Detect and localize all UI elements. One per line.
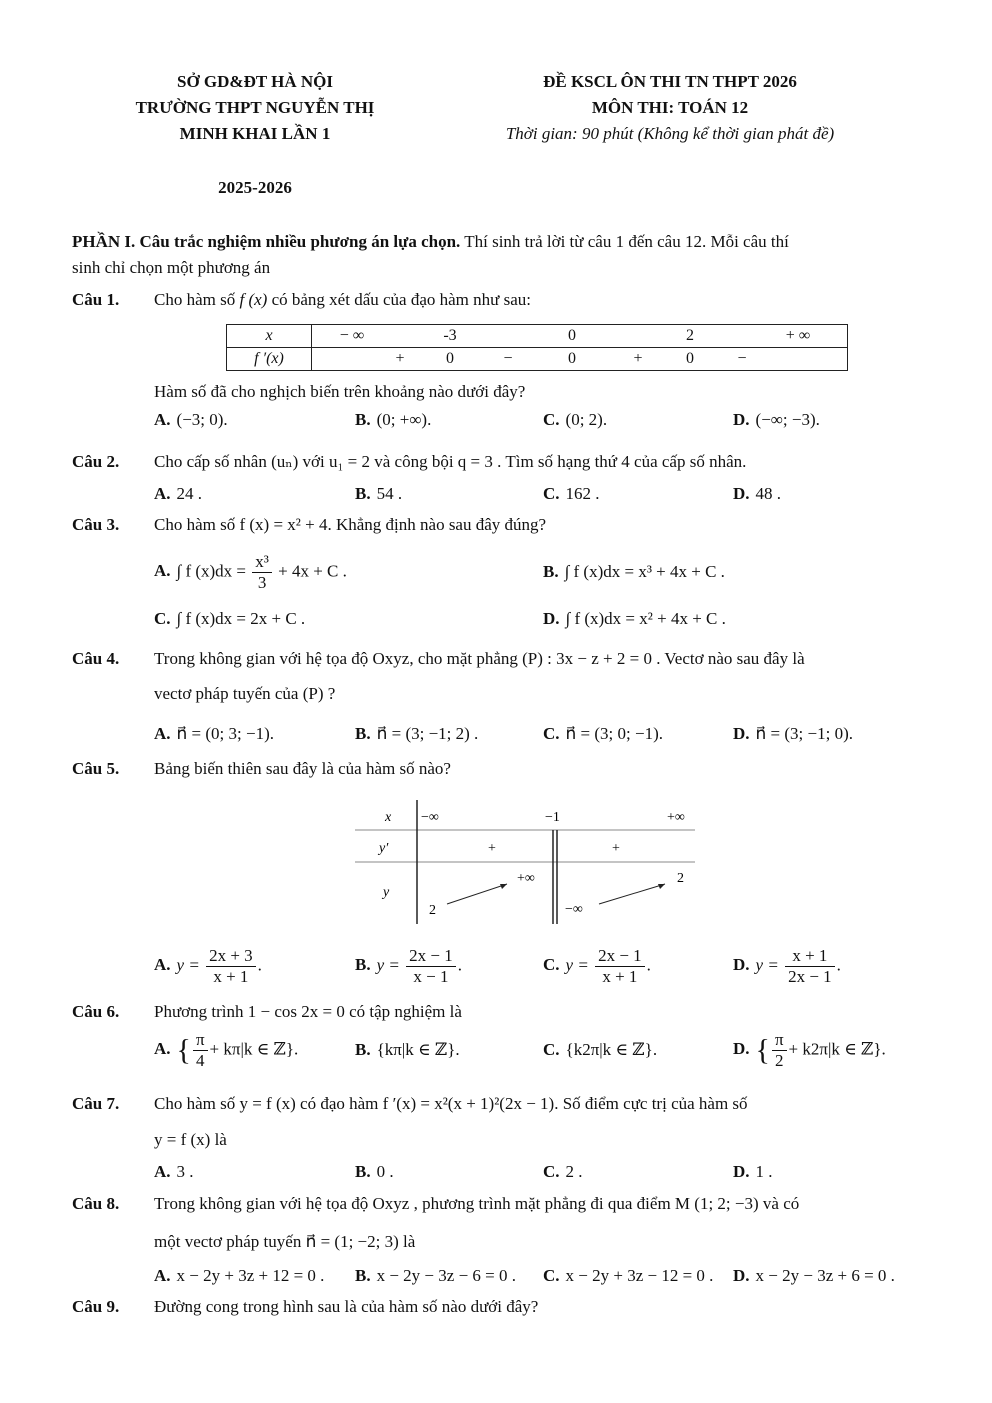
option-text: y = bbox=[176, 955, 205, 975]
q4-option-d[interactable] bbox=[733, 724, 853, 744]
option-text: (−∞; −3). bbox=[755, 410, 820, 429]
option-text: {k2π|k ∈ ℤ}. bbox=[565, 1040, 658, 1059]
option-text: x − 2y − 3z + 6 = 0 . bbox=[755, 1266, 895, 1285]
q6-option-b[interactable] bbox=[355, 1040, 460, 1060]
fraction-num: 2x + 3 bbox=[206, 946, 256, 967]
q8-option-a[interactable] bbox=[154, 1266, 324, 1286]
q9-text: Đường cong trong hình sau là của hàm số nào dưới đây? bbox=[154, 1297, 539, 1316]
vt-x-label: x bbox=[385, 810, 392, 825]
q6-label: Câu 6. bbox=[72, 1002, 120, 1021]
brace-open: { bbox=[755, 1033, 770, 1067]
q7-option-d[interactable] bbox=[733, 1162, 773, 1182]
option-label: C. bbox=[543, 1040, 560, 1059]
q3-text: Cho hàm số f (x) = x² + 4. Khẳng định nào sau đây đúng? bbox=[154, 515, 547, 534]
sign-fp-val: + bbox=[633, 350, 643, 367]
option-text: + k2π|k ∈ ℤ}. bbox=[788, 1039, 886, 1059]
option-label: B. bbox=[355, 410, 371, 429]
option-label: A. bbox=[154, 955, 171, 975]
variation-table bbox=[355, 800, 700, 928]
sign-table-x-row bbox=[312, 325, 848, 348]
vt-y-val: 2 bbox=[429, 903, 436, 918]
q2-option-c[interactable] bbox=[543, 484, 600, 504]
vt-yp-sign: + bbox=[488, 841, 496, 856]
vt-x-val: −∞ bbox=[421, 810, 439, 825]
option-text: y = bbox=[565, 955, 594, 975]
q6-option-d[interactable] bbox=[733, 1030, 886, 1071]
option-text: 24 . bbox=[176, 484, 203, 503]
option-label: D. bbox=[733, 1266, 750, 1285]
fraction-den: 2x − 1 bbox=[788, 967, 832, 986]
q7-option-a[interactable] bbox=[154, 1162, 194, 1182]
option-label: B. bbox=[355, 1040, 371, 1059]
option-text: x − 2y + 3z + 12 = 0 . bbox=[176, 1266, 325, 1285]
sign-x-val: 2 bbox=[686, 327, 694, 344]
q4-option-a[interactable] bbox=[154, 724, 274, 744]
option-label: C. bbox=[543, 1266, 560, 1285]
q7-label: Câu 7. bbox=[72, 1094, 120, 1113]
option-label: D. bbox=[733, 1162, 750, 1181]
sign-table-fp-row bbox=[312, 348, 848, 371]
option-text: x − 2y − 3z − 6 = 0 . bbox=[376, 1266, 516, 1285]
q7-text: Cho hàm số y = f (x) có đạo hàm f ′(x) = x²(x + 1)²(2x − 1). Số điểm cực trị của hàm số bbox=[154, 1094, 748, 1113]
q8-text-2: một vectơ pháp tuyến n⃗ = (1; −2; 3) là bbox=[154, 1232, 416, 1251]
option-text: n⃗ = (3; −1; 0). bbox=[755, 724, 853, 743]
sign-x-val: -3 bbox=[443, 327, 457, 344]
fraction-num: x³ bbox=[252, 552, 272, 573]
option-label: C. bbox=[543, 410, 560, 429]
brace-open: { bbox=[176, 1033, 191, 1067]
option-text: n⃗ = (0; 3; −1). bbox=[176, 724, 274, 743]
school-name: TRƯỜNG THPT NGUYỄN THỊ bbox=[135, 98, 375, 117]
q9-label: Câu 9. bbox=[72, 1297, 120, 1316]
fraction-num: x + 1 bbox=[785, 946, 835, 967]
q5-option-a[interactable] bbox=[154, 946, 262, 987]
fraction bbox=[406, 946, 456, 987]
fraction bbox=[252, 552, 272, 593]
q2-option-d[interactable] bbox=[733, 484, 781, 504]
q5-option-d[interactable] bbox=[733, 946, 841, 987]
option-label: B. bbox=[543, 562, 559, 581]
q4-label: Câu 4. bbox=[72, 649, 120, 668]
q7-text-2: y = f (x) là bbox=[154, 1130, 227, 1149]
vt-arrowhead bbox=[500, 884, 507, 889]
q4-option-b[interactable] bbox=[355, 724, 478, 744]
option-text: . bbox=[257, 955, 262, 975]
q2-option-a[interactable] bbox=[154, 484, 202, 504]
sign-x-val: 0 bbox=[568, 327, 576, 344]
option-label: A. bbox=[154, 724, 171, 743]
sign-fp-val: 0 bbox=[446, 350, 454, 367]
option-text: x − 2y + 3z − 12 = 0 . bbox=[565, 1266, 714, 1285]
q6-option-a[interactable] bbox=[154, 1030, 298, 1071]
option-text: ∫ f (x)dx = bbox=[176, 561, 251, 581]
q1-fx: f (x) bbox=[239, 290, 268, 309]
q6-option-c[interactable] bbox=[543, 1040, 657, 1060]
option-text: 48 . bbox=[755, 484, 782, 503]
option-text: 1 . bbox=[755, 1162, 773, 1181]
q1-label: Câu 1. bbox=[72, 290, 120, 309]
q3-option-a[interactable] bbox=[154, 552, 347, 593]
option-text: ∫ f (x)dx = x³ + 4x + C . bbox=[564, 562, 725, 581]
sign-x-val: + ∞ bbox=[785, 327, 811, 344]
sign-table-fp-head: f ′(x) bbox=[227, 348, 312, 371]
q7-option-c[interactable] bbox=[543, 1162, 583, 1182]
option-text: (0; 2). bbox=[565, 410, 608, 429]
option-label: D. bbox=[733, 410, 750, 429]
option-label: A. bbox=[154, 1162, 171, 1181]
q2-option-b[interactable] bbox=[355, 484, 402, 504]
exam-title: ĐỀ KSCL ÔN THI TN THPT 2026 bbox=[543, 72, 797, 91]
option-text: 3 . bbox=[176, 1162, 194, 1181]
q1-question: Hàm số đã cho nghịch biến trên khoảng nào dưới đây? bbox=[154, 382, 526, 401]
exam-subject: MÔN THI: TOÁN 12 bbox=[591, 98, 749, 117]
q1-option-b[interactable] bbox=[355, 410, 431, 430]
option-text: 54 . bbox=[376, 484, 403, 503]
fraction bbox=[785, 946, 835, 987]
option-text: 0 . bbox=[376, 1162, 394, 1181]
option-text: n⃗ = (3; 0; −1). bbox=[565, 724, 663, 743]
q2-text: Cho cấp số nhân (uₙ) với u₁ = 2 và công bội q = 3 . Tìm số hạng thứ 4 của cấp số nhân. bbox=[154, 452, 747, 471]
fraction bbox=[193, 1030, 208, 1071]
q1-intro-a: Cho hàm số bbox=[154, 290, 240, 309]
q5-option-c[interactable] bbox=[543, 946, 651, 987]
option-label: D. bbox=[733, 1039, 750, 1059]
option-text: . bbox=[836, 955, 841, 975]
option-text: . bbox=[646, 955, 651, 975]
sign-table-x-head: x bbox=[227, 325, 312, 348]
option-label: C. bbox=[154, 609, 171, 628]
q2-label: Câu 2. bbox=[72, 452, 120, 471]
q1-intro-b: có bảng xét dấu của đạo hàm như sau: bbox=[267, 290, 531, 309]
option-label: B. bbox=[355, 955, 371, 975]
option-label: A. bbox=[154, 561, 171, 581]
q3-option-d[interactable] bbox=[543, 609, 726, 629]
vt-yp-label: y′ bbox=[379, 841, 389, 856]
part1-desc: Thí sinh trả lời từ câu 1 đến câu 12. Mỗi câu thí bbox=[460, 232, 789, 251]
vt-x-val: −1 bbox=[545, 810, 560, 825]
sign-fp-val: + bbox=[395, 350, 405, 367]
vt-y-val: −∞ bbox=[565, 902, 583, 917]
q1-option-c[interactable] bbox=[543, 410, 607, 430]
fraction-den: x + 1 bbox=[213, 967, 249, 986]
fraction-den: 4 bbox=[195, 1051, 205, 1070]
option-text: (0; +∞). bbox=[376, 410, 432, 429]
fraction-num: π bbox=[193, 1030, 208, 1051]
sign-fp-val: − bbox=[737, 350, 747, 367]
option-text: ∫ f (x)dx = 2x + C . bbox=[176, 609, 306, 628]
q1-option-a[interactable] bbox=[154, 410, 228, 430]
option-label: A. bbox=[154, 410, 171, 429]
option-label: A. bbox=[154, 1039, 171, 1059]
q3-option-b[interactable] bbox=[543, 562, 725, 582]
q1-text bbox=[154, 290, 531, 310]
school-dept: SỞ GD&ĐT HÀ NỘI bbox=[176, 72, 333, 91]
q7-option-b[interactable] bbox=[355, 1162, 394, 1182]
fraction-num: 2x − 1 bbox=[406, 946, 456, 967]
option-label: D. bbox=[733, 484, 750, 503]
vt-yp-sign: + bbox=[612, 841, 620, 856]
q5-option-b[interactable] bbox=[355, 946, 462, 987]
option-label: B. bbox=[355, 1162, 371, 1181]
option-label: C. bbox=[543, 1162, 560, 1181]
option-label: A. bbox=[154, 1266, 171, 1285]
sign-fp-val: − bbox=[503, 350, 513, 367]
sign-fp-val: 0 bbox=[568, 350, 576, 367]
vt-y-val: +∞ bbox=[517, 871, 535, 886]
option-text: {kπ|k ∈ ℤ}. bbox=[376, 1040, 460, 1059]
option-label: A. bbox=[154, 484, 171, 503]
option-text: n⃗ = (3; −1; 2) . bbox=[376, 724, 479, 743]
option-text: 162 . bbox=[565, 484, 600, 503]
option-label: C. bbox=[543, 484, 560, 503]
q4-text: Trong không gian với hệ tọa độ Oxyz, cho mặt phẳng (P) : 3x − z + 2 = 0 . Vectơ nào sau đây là bbox=[154, 649, 805, 668]
part1-heading bbox=[72, 232, 789, 252]
sign-x-val: − ∞ bbox=[339, 327, 365, 344]
fraction-den: x + 1 bbox=[602, 967, 638, 986]
sign-table bbox=[226, 324, 848, 371]
fraction-den: 2 bbox=[774, 1051, 784, 1070]
option-label: C. bbox=[543, 955, 560, 975]
option-label: D. bbox=[733, 955, 750, 975]
option-label: D. bbox=[733, 724, 750, 743]
part1-desc-2: sinh chỉ chọn một phương án bbox=[72, 258, 271, 277]
vt-arrowhead bbox=[658, 884, 665, 889]
option-text: 2 . bbox=[565, 1162, 583, 1181]
option-text: + 4x + C . bbox=[273, 561, 347, 581]
fraction-num: π bbox=[772, 1030, 787, 1051]
q8-option-d[interactable] bbox=[733, 1266, 895, 1286]
option-text: y = bbox=[755, 955, 784, 975]
school-year: 2025-2026 bbox=[218, 178, 292, 197]
school-name-2: MINH KHAI LẦN 1 bbox=[179, 124, 331, 143]
vt-y-val: 2 bbox=[677, 871, 684, 886]
q8-text: Trong không gian với hệ tọa độ Oxyz , phương trình mặt phẳng đi qua điểm M (1; 2; −3) và có bbox=[154, 1194, 800, 1213]
fraction bbox=[595, 946, 645, 987]
fraction bbox=[772, 1030, 787, 1071]
q3-option-c[interactable] bbox=[154, 609, 305, 629]
q6-text: Phương trình 1 − cos 2x = 0 có tập nghiệm là bbox=[154, 1002, 462, 1021]
q5-label: Câu 5. bbox=[72, 759, 120, 778]
q8-option-c[interactable] bbox=[543, 1266, 713, 1286]
option-label: B. bbox=[355, 724, 371, 743]
q3-label: Câu 3. bbox=[72, 515, 120, 534]
option-text: . bbox=[457, 955, 462, 975]
fraction-den: x − 1 bbox=[413, 967, 449, 986]
option-text: (−3; 0). bbox=[176, 410, 228, 429]
option-text: y = bbox=[376, 955, 405, 975]
q8-label: Câu 8. bbox=[72, 1194, 120, 1213]
vt-y-label: y bbox=[383, 885, 390, 900]
fraction bbox=[206, 946, 256, 987]
exam-time: Thời gian: 90 phút (Không kể thời gian phát đề) bbox=[505, 124, 835, 143]
q4-text-2: vectơ pháp tuyến của (P) ? bbox=[154, 684, 336, 703]
q1-option-d[interactable] bbox=[733, 410, 820, 430]
fraction-num: 2x − 1 bbox=[595, 946, 645, 967]
q4-option-c[interactable] bbox=[543, 724, 663, 744]
option-text: ∫ f (x)dx = x² + 4x + C . bbox=[565, 609, 726, 628]
sign-fp-val: 0 bbox=[686, 350, 694, 367]
option-label: C. bbox=[543, 724, 560, 743]
vt-arrow-up bbox=[599, 884, 665, 904]
option-label: B. bbox=[355, 1266, 371, 1285]
fraction-den: 3 bbox=[257, 573, 267, 592]
part1-title: PHẦN I. Câu trắc nghiệm nhiều phương án lựa chọn. bbox=[72, 232, 461, 251]
q8-option-b[interactable] bbox=[355, 1266, 516, 1286]
vt-x-val: +∞ bbox=[667, 810, 685, 825]
option-label: B. bbox=[355, 484, 371, 503]
option-text: + kπ|k ∈ ℤ}. bbox=[209, 1039, 299, 1059]
vt-arrow-up bbox=[447, 884, 507, 904]
q5-text: Bảng biến thiên sau đây là của hàm số nào? bbox=[154, 759, 451, 778]
option-label: D. bbox=[543, 609, 560, 628]
